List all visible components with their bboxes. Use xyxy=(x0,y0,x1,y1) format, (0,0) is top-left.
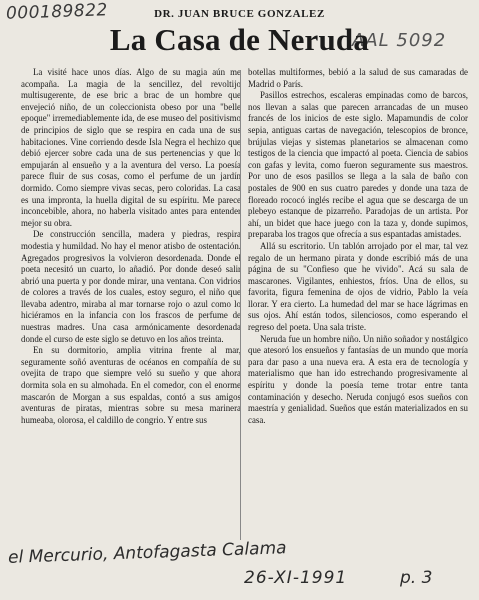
paragraph: Allá su escritorio. Un tablón arrojado por el mar, tal vez regalo de un hermano pirata y donde escribió más de una página de su "Confieso que he vivido". Acá su sala de mascarones. Vigilantes, enhiestos, fríos. Una de ellos, su favorita, figura femenina de ojos de vidrio, Pablo la veía llorar. Y era cierto. La humedad del mar se hace lágrimas en sus ojos. Ahí están todos, silenciosos, como esperando el regreso del poeta. Una sala triste. xyxy=(248,240,468,333)
handwritten-source-note: el Mercurio, Antofagasta Calama xyxy=(7,538,287,568)
paragraph: botellas multiformes, bebió a la salud de sus camaradas de Madrid o París. xyxy=(248,67,468,89)
article-title: La Casa de Neruda xyxy=(109,22,370,57)
column-divider xyxy=(240,70,241,540)
handwritten-catalog-number: 000189822 xyxy=(5,0,109,24)
paragraph: De construcción sencilla, madera y piedras, respira modestia y humildad. No hay el menor atisbo de ostentación. Agregados progresivos la volvieron desordenada. Donde el poeta necesitó un cuarto, lo añadió. Por donde deseó salir abrió una puerta y por donde mirar, una ventana. Con vidrios de colores a través de los cuales, estoy seguro, el niño que llevaba adentro, miraba al mar tornarse rojo o azul como lo hiciéramos en la infancia con los frascos de perfume de nuestras madres. Una casa armónicamente desordenada donde el curso de este siglo se detuvo en los años treinta. xyxy=(21,229,241,344)
handwritten-date: 26-XI-1991 xyxy=(244,568,348,588)
article-column-right xyxy=(248,67,468,543)
paragraph: La visité hace unos días. Algo de su magia aún me acompaña. La magia de la sencillez, del revoltijo multisugerente, de ese bric a brac de un hombre que envejeció niño, de un coleccionista obeso por una "belle epoque" irremediablemente ida, de ese museo del positivismo de principios de siglo que se respira en cada una de sus habitaciones. Vine corriendo desde Isla Negra el hechizo que debió ejercer sobre cada una de sus pertenencias y que lo empujarán al ensueño y a la aventura del verso. La poesía parece fluir de sus cosas, como el perfume de un jardín dormido. Como siempre vivas secas, pero coloridas. La casa es una impronta, la huella digital de su espíritu. Me parece inconcebible, ahora, no haberla visitado antes para entender mejor su obra. xyxy=(21,67,241,228)
handwritten-page-number: p. 3 xyxy=(400,568,433,588)
handwritten-archive-code: AAL 5092 xyxy=(352,30,447,51)
paragraph: Neruda fue un hombre niño. Un niño soñador y nostálgico que atesoró los ensueños y fantasías de un mundo que moría para dar paso a una nueva era. A esta era de tecnología y materialismo que han ido estrechando progresivamente al espíritu y donde la poesía teme trotar entre tanta contaminación y desecho. Neruda conjugó esos sueños con maestría y genialidad. Sueños que están materializados en su casa. xyxy=(248,333,468,425)
paragraph: En su dormitorio, amplia vitrina frente al mar, seguramente soñó aventuras de océanos en compañía de su ovejita de trapo que siempre veló su sueño y que ahora dormita sola en su almohada. En el comedor, con el enorme mascarón de Morgan a sus espaldas, contó a sus amigos aventuras de piratas, mientras sobre su mesa marinera humeaba, olorosa, el caldillo de congrio. Y entre sus xyxy=(21,345,241,425)
article-byline: DR. JUAN BRUCE GONZALEZ xyxy=(154,8,325,20)
paragraph: Pasillos estrechos, escaleras empinadas como de barcos, nos llevan a salas que parecen arrancadas de un museo francés de los inicios de este siglo. Mapamundis de color sepia, antiguas cartas de navegación, telescopios de bronce, brújulas viejas y sistemas planetarios se almacenan como testigos de la ciencia que impactó al poeta. Ciencia de sabios con gafas y levita, como fueron seguramente sus maestros. Por uno de esos pasillos se llega a la sala de baño con postales de 900 en sus cuatro paredes y donde una taza de floreado rococó inglés recibe el agua que se descarga de un plebeyo estanque de pizarreño. Paradojas de un artista. Por ahí, un bidet que hace juego con la taza y, donde supimos, preparaba los tragos que ofrecía a sus espantadas amistades. xyxy=(248,90,468,240)
article-column-left xyxy=(21,67,241,543)
